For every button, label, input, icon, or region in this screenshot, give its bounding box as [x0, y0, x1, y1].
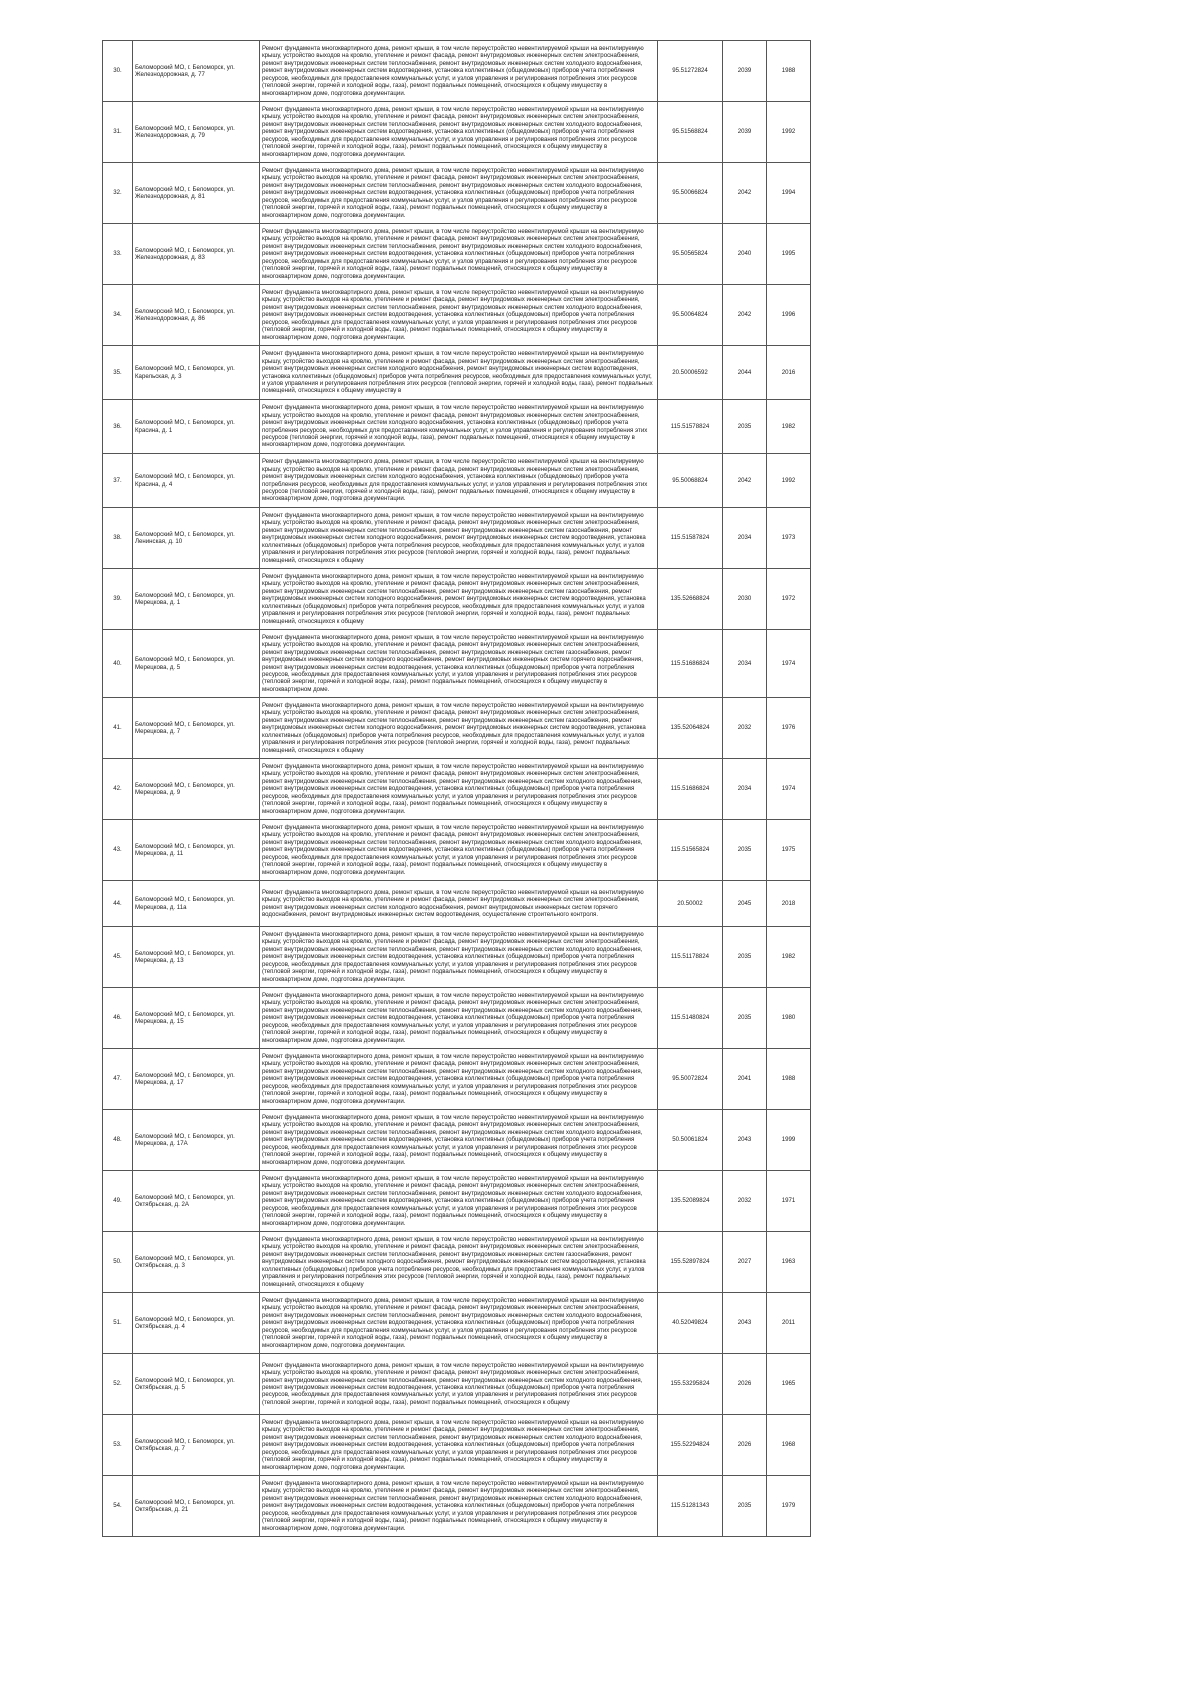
- table-row: [103, 881, 811, 927]
- repair-works: [260, 988, 658, 1049]
- repair-works: [260, 1049, 658, 1110]
- construction-year: 1994: [767, 163, 811, 224]
- repair-works-text: Ремонт фундамента многоквартирного дома, ремонт крыши, в том числе переустройство невентилируемой крыши на вентилируемую крышу, устройство выходов на кровлю, утепление и ремонт фасада, ремонт внутридомовых инженерных систем электроснабжения, ремонт внутридомовых инженерных систем теплоснабжения, ремонт внутридомовых инженерных систем холодного водоснабжения, ремонт внутридомовых инженерных систем водоотведения, установка коллективных (общедомовых) приборов учета потребления ресурсов, необходимых для предоставления коммунальных услуг, и узлов управления и регулирования потребления этих ресурсов (тепловой энергии, горячей и холодной воды, газа), ремонт подвальных помещений, относящихся к общему имуществу в многоквартирном доме, подготовка документации.: [262, 1114, 644, 1166]
- repair-works-text: Ремонт фундамента многоквартирного дома, ремонт крыши, в том числе переустройство невентилируемой крыши на вентилируемую крышу, устройство выходов на кровлю, утепление и ремонт фасада, ремонт внутридомовых инженерных систем электроснабжения, ремонт внутридомовых инженерных систем теплоснабжения, ремонт внутридомовых инженерных систем холодного водоснабжения, ремонт внутридомовых инженерных систем водоотведения, установка коллективных (общедомовых) приборов учета потребления ресурсов, необходимых для предоставления коммунальных услуг, и узлов управления и регулирования потребления этих ресурсов (тепловой энергии, горячей и холодной воды, газа), ремонт подвальных помещений, относящихся к общему имуществу в многоквартирном доме, подготовка документации.: [262, 1419, 644, 1471]
- capital-repair-table: [102, 40, 811, 1537]
- table-row: [103, 285, 811, 346]
- construction-year: 1995: [767, 224, 811, 285]
- table-row: [103, 1476, 811, 1537]
- table-row: [103, 820, 811, 881]
- row-number: 39.: [103, 569, 133, 630]
- row-number: 50.: [103, 1232, 133, 1293]
- house-address: Беломорский МО, г. Беломорск, ул. Мерецкова, д. 11: [133, 820, 260, 881]
- house-address: Беломорский МО, г. Беломорск, ул. Мерецкова, д. 15: [133, 988, 260, 1049]
- house-address: Беломорский МО, г. Беломорск, ул. Мерецкова, д. 9: [133, 759, 260, 820]
- repair-works-text: Ремонт фундамента многоквартирного дома, ремонт крыши, в том числе переустройство невентилируемой крыши на вентилируемую крышу, устройство выходов на кровлю, утепление и ремонт фасада, ремонт внутридомовых инженерных систем электроснабжения, ремонт внутридомовых инженерных систем теплоснабжения, ремонт внутридомовых инженерных систем газоснабжения, ремонт внутридомовых инженерных систем холодного водоснабжения, ремонт внутридомовых инженерных систем водоотведения, установка коллективных (общедомовых) приборов учета потребления ресурсов, необходимых для предоставления коммунальных услуг, и узлов управления и регулирования потребления этих ресурсов (тепловой энергии, горячей и холодной воды, газа), ремонт подвальных помещений, относящихся к общему: [262, 1236, 646, 1288]
- house-address: Беломорский МО, г. Беломорск, ул. Октябрьская, д. 4: [133, 1293, 260, 1354]
- repair-works: [260, 285, 658, 346]
- table-row: [103, 400, 811, 454]
- house-address: Беломорский МО, г. Беломорск, ул. Железнодорожная, д. 77: [133, 41, 260, 102]
- repair-works-text: Ремонт фундамента многоквартирного дома, ремонт крыши, в том числе переустройство невентилируемой крыши на вентилируемую крышу, устройство выходов на кровлю, утепление и ремонт фасада, ремонт внутридомовых инженерных систем электроснабжения, ремонт внутридомовых инженерных систем теплоснабжения, ремонт внутридомовых инженерных систем холодного водоснабжения, ремонт внутридомовых инженерных систем водоотведения, установка коллективных (общедомовых) приборов учета потребления ресурсов, необходимых для предоставления коммунальных услуг, и узлов управления и регулирования потребления этих ресурсов (тепловой энергии, горячей и холодной воды, газа), ремонт подвальных помещений, относящихся к общему: [262, 1361, 644, 1406]
- repair-works-text: Ремонт фундамента многоквартирного дома, ремонт крыши, в том числе переустройство невентилируемой крыши на вентилируемую крышу, устройство выходов на кровлю, утепление и ремонт фасада, ремонт внутридомовых инженерных систем электроснабжения, ремонт внутридомовых инженерных систем теплоснабжения, ремонт внутридомовых инженерных систем холодного водоснабжения, ремонт внутридомовых инженерных систем водоотведения, установка коллективных (общедомовых) приборов учета потребления ресурсов, необходимых для предоставления коммунальных услуг, и узлов управления и регулирования потребления этих ресурсов (тепловой энергии, горячей и холодной воды, газа), ремонт подвальных помещений, относящихся к общему имуществу в многоквартирном доме, подготовка документации.: [262, 1480, 644, 1532]
- repair-works-text: Ремонт фундамента многоквартирного дома, ремонт крыши, в том числе переустройство невентилируемой крыши на вентилируемую крышу, устройство выходов на кровлю, утепление и ремонт фасада, ремонт внутридомовых инженерных систем электроснабжения, ремонт внутридомовых инженерных систем теплоснабжения, ремонт внутридомовых инженерных систем холодного водоснабжения, ремонт внутридомовых инженерных систем водоотведения, установка коллективных (общедомовых) приборов учета потребления ресурсов, необходимых для предоставления коммунальных услуг, и узлов управления и регулирования потребления этих ресурсов (тепловой энергии, горячей и холодной воды, газа), ремонт подвальных помещений, относящихся к общему имуществу в многоквартирном доме, подготовка документации.: [262, 167, 644, 219]
- construction-year: 1982: [767, 400, 811, 454]
- planned-year: 2041: [723, 1049, 767, 1110]
- construction-year: 1971: [767, 1171, 811, 1232]
- construction-year: 2011: [767, 1293, 811, 1354]
- house-address: Беломорский МО, г. Беломорск, ул. Ленинская, д. 10: [133, 508, 260, 569]
- construction-year: 1973: [767, 508, 811, 569]
- house-address: Беломорский МО, г. Беломорск, ул. Красина, д. 4: [133, 454, 260, 508]
- repair-works-text: Ремонт фундамента многоквартирного дома, ремонт крыши, в том числе переустройство невентилируемой крыши на вентилируемую крышу, устройство выходов на кровлю, утепление и ремонт фасада, ремонт внутридомовых инженерных систем электроснабжения, ремонт внутридомовых инженерных систем теплоснабжения, ремонт внутридомовых инженерных систем холодного водоснабжения, ремонт внутридомовых инженерных систем водоотведения, установка коллективных (общедомовых) приборов учета потребления ресурсов, необходимых для предоставления коммунальных услуг, и узлов управления и регулирования потребления этих ресурсов (тепловой энергии, горячей и холодной воды, газа), ремонт подвальных помещений, относящихся к общему имуществу в многоквартирном доме, подготовка документации.: [262, 228, 644, 280]
- repair-works: [260, 1171, 658, 1232]
- house-address: Беломорский МО, г. Беломорск, ул. Мерецкова, д. 17А: [133, 1110, 260, 1171]
- planned-year: 2035: [723, 400, 767, 454]
- repair-works-text: Ремонт фундамента многоквартирного дома, ремонт крыши, в том числе переустройство невентилируемой крыши на вентилируемую крышу, устройство выходов на кровлю, утепление и ремонт фасада, ремонт внутридомовых инженерных систем электроснабжения, ремонт внутридомовых инженерных систем теплоснабжения, ремонт внутридомовых инженерных систем холодного водоснабжения, ремонт внутридомовых инженерных систем водоотведения, установка коллективных (общедомовых) приборов учета потребления ресурсов, необходимых для предоставления коммунальных услуг, и узлов управления и регулирования потребления этих ресурсов (тепловой энергии, горячей и холодной воды, газа), ремонт подвальных помещений, относящихся к общему имуществу в многоквартирном доме, подготовка документации.: [262, 106, 644, 158]
- construction-year: 1992: [767, 102, 811, 163]
- planned-year: 2039: [723, 41, 767, 102]
- planned-year: 2043: [723, 1293, 767, 1354]
- area-value: 50.50061824: [658, 1110, 723, 1171]
- repair-works: [260, 1232, 658, 1293]
- row-number: 53.: [103, 1415, 133, 1476]
- construction-year: 1976: [767, 698, 811, 759]
- table-row: [103, 508, 811, 569]
- planned-year: 2034: [723, 759, 767, 820]
- table-row: [103, 1354, 811, 1415]
- construction-year: 1972: [767, 569, 811, 630]
- area-value: 115.51281343: [658, 1476, 723, 1537]
- construction-year: 1974: [767, 759, 811, 820]
- house-address: Беломорский МО, г. Беломорск, ул. Октябрьская, д. 2А: [133, 1171, 260, 1232]
- repair-works-text: Ремонт фундамента многоквартирного дома, ремонт крыши, в том числе переустройство невентилируемой крыши на вентилируемую крышу, устройство выходов на кровлю, утепление и ремонт фасада, ремонт внутридомовых инженерных систем электроснабжения, ремонт внутридомовых инженерных систем теплоснабжения, ремонт внутридомовых инженерных систем холодного водоснабжения, ремонт внутридомовых инженерных систем водоотведения, установка коллективных (общедомовых) приборов учета потребления ресурсов, необходимых для предоставления коммунальных услуг, и узлов управления и регулирования потребления этих ресурсов (тепловой энергии, горячей и холодной воды, газа), ремонт подвальных помещений, относящихся к общему имуществу в многоквартирном доме, подготовка документации.: [262, 1175, 644, 1227]
- construction-year: 1982: [767, 927, 811, 988]
- table-row: [103, 1415, 811, 1476]
- row-number: 38.: [103, 508, 133, 569]
- construction-year: 1988: [767, 41, 811, 102]
- house-address: Беломорский МО, г. Беломорск, ул. Октябрьская, д. 5: [133, 1354, 260, 1415]
- row-number: 45.: [103, 927, 133, 988]
- construction-year: 1988: [767, 1049, 811, 1110]
- repair-works: [260, 820, 658, 881]
- construction-year: 1996: [767, 285, 811, 346]
- row-number: 33.: [103, 224, 133, 285]
- repair-works: [260, 163, 658, 224]
- table-row: [103, 454, 811, 508]
- construction-year: 1963: [767, 1232, 811, 1293]
- row-number: 51.: [103, 1293, 133, 1354]
- repair-works: [260, 881, 658, 927]
- repair-works-text: Ремонт фундамента многоквартирного дома, ремонт крыши, в том числе переустройство невентилируемой крыши на вентилируемую крышу, устройство выходов на кровлю, утепление и ремонт фасада, ремонт внутридомовых инженерных систем электроснабжения, ремонт внутридомовых инженерных систем теплоснабжения, ремонт внутридомовых инженерных систем холодного водоснабжения, ремонт внутридомовых инженерных систем водоотведения, установка коллективных (общедомовых) приборов учета потребления ресурсов, необходимых для предоставления коммунальных услуг, и узлов управления и регулирования потребления этих ресурсов (тепловой энергии, горячей и холодной воды, газа), ремонт подвальных помещений, относящихся к общему имуществу в многоквартирном доме, подготовка документации.: [262, 289, 644, 341]
- table-row: [103, 224, 811, 285]
- area-value: 95.50066824: [658, 163, 723, 224]
- repair-works: [260, 759, 658, 820]
- area-value: 95.50072824: [658, 1049, 723, 1110]
- construction-year: 2018: [767, 881, 811, 927]
- area-value: 155.52294824: [658, 1415, 723, 1476]
- repair-works: [260, 102, 658, 163]
- planned-year: 2035: [723, 820, 767, 881]
- planned-year: 2035: [723, 988, 767, 1049]
- construction-year: 1999: [767, 1110, 811, 1171]
- area-value: 155.53295824: [658, 1354, 723, 1415]
- planned-year: 2042: [723, 285, 767, 346]
- repair-works-text: Ремонт фундамента многоквартирного дома, ремонт крыши, в том числе переустройство невентилируемой крыши на вентилируемую крышу, устройство выходов на кровлю, утепление и ремонт фасада, ремонт внутридомовых инженерных систем электроснабжения, ремонт внутридомовых инженерных систем холодного водоснабжения, установка коллективных (общедомовых) приборов учета потребления ресурсов, необходимых для предоставления коммунальных услуг, и узлов управления и регулирования потребления этих ресурсов (тепловой энергии, горячей и холодной воды, газа), ремонт подвальных помещений, относящихся к общему имуществу в многоквартирном доме, подготовка документации.: [262, 404, 648, 449]
- house-address: Беломорский МО, г. Беломорск, ул. Карельская, д. 3: [133, 346, 260, 400]
- repair-works: [260, 1110, 658, 1171]
- row-number: 47.: [103, 1049, 133, 1110]
- construction-year: 1974: [767, 630, 811, 698]
- table-row: [103, 759, 811, 820]
- table-row: [103, 346, 811, 400]
- house-address: Беломорский МО, г. Беломорск, ул. Железнодорожная, д. 81: [133, 163, 260, 224]
- repair-works: [260, 698, 658, 759]
- repair-works-text: Ремонт фундамента многоквартирного дома, ремонт крыши, в том числе переустройство невентилируемой крыши на вентилируемую крышу, устройство выходов на кровлю, утепление и ремонт фасада, ремонт внутридомовых инженерных систем электроснабжения, ремонт внутридомовых инженерных систем теплоснабжения, ремонт внутридомовых инженерных систем газоснабжения, ремонт внутридомовых инженерных систем холодного водоснабжения, ремонт внутридомовых инженерных систем водоотведения, установка коллективных (общедомовых) приборов учета потребления ресурсов, необходимых для предоставления коммунальных услуг, и узлов управления и регулирования потребления этих ресурсов (тепловой энергии, горячей и холодной воды, газа), ремонт подвальных помещений, относящихся к общему: [262, 512, 646, 564]
- repair-works: [260, 1293, 658, 1354]
- house-address: Беломорский МО, г. Беломорск, ул. Мерецкова, д. 11а: [133, 881, 260, 927]
- planned-year: 2026: [723, 1415, 767, 1476]
- area-value: 20.50006592: [658, 346, 723, 400]
- planned-year: 2042: [723, 163, 767, 224]
- planned-year: 2034: [723, 630, 767, 698]
- planned-year: 2044: [723, 346, 767, 400]
- construction-year: 1992: [767, 454, 811, 508]
- construction-year: 2016: [767, 346, 811, 400]
- row-number: 54.: [103, 1476, 133, 1537]
- area-value: 115.51587824: [658, 508, 723, 569]
- table-row: [103, 927, 811, 988]
- planned-year: 2040: [723, 224, 767, 285]
- area-value: 95.51568824: [658, 102, 723, 163]
- table-row: [103, 1049, 811, 1110]
- repair-works-text: Ремонт фундамента многоквартирного дома, ремонт крыши, в том числе переустройство невентилируемой крыши на вентилируемую крышу, устройство выходов на кровлю, утепление и ремонт фасада, ремонт внутридомовых инженерных систем электроснабжения, ремонт внутридомовых инженерных систем теплоснабжения, ремонт внутридомовых инженерных систем холодного водоснабжения, ремонт внутридомовых инженерных систем водоотведения, установка коллективных (общедомовых) приборов учета потребления ресурсов, необходимых для предоставления коммунальных услуг, и узлов управления и регулирования потребления этих ресурсов (тепловой энергии, горячей и холодной воды, газа), ремонт подвальных помещений, относящихся к общему имуществу в многоквартирном доме, подготовка документации.: [262, 992, 644, 1044]
- planned-year: 2042: [723, 454, 767, 508]
- repair-works: [260, 41, 658, 102]
- row-number: 34.: [103, 285, 133, 346]
- repair-works-text: Ремонт фундамента многоквартирного дома, ремонт крыши, в том числе переустройство невентилируемой крыши на вентилируемую крышу, устройство выходов на кровлю, утепление и ремонт фасада, ремонт внутридомовых инженерных систем электроснабжения, ремонт внутридомовых инженерных систем теплоснабжения, ремонт внутридомовых инженерных систем холодного водоснабжения, ремонт внутридомовых инженерных систем водоотведения, установка коллективных (общедомовых) приборов учета потребления ресурсов, необходимых для предоставления коммунальных услуг, и узлов управления и регулирования потребления этих ресурсов (тепловой энергии, горячей и холодной воды, газа), ремонт подвальных помещений, относящихся к общему имуществу в многоквартирном доме, подготовка документации.: [262, 763, 644, 815]
- area-value: 95.50064824: [658, 285, 723, 346]
- area-value: 135.52089824: [658, 1171, 723, 1232]
- row-number: 49.: [103, 1171, 133, 1232]
- row-number: 30.: [103, 41, 133, 102]
- table-row: [103, 1293, 811, 1354]
- row-number: 52.: [103, 1354, 133, 1415]
- repair-works: [260, 927, 658, 988]
- repair-works: [260, 1415, 658, 1476]
- row-number: 46.: [103, 988, 133, 1049]
- row-number: 31.: [103, 102, 133, 163]
- repair-works: [260, 630, 658, 698]
- repair-works: [260, 224, 658, 285]
- construction-year: 1968: [767, 1415, 811, 1476]
- row-number: 32.: [103, 163, 133, 224]
- planned-year: 2039: [723, 102, 767, 163]
- planned-year: 2034: [723, 508, 767, 569]
- construction-year: 1980: [767, 988, 811, 1049]
- row-number: 40.: [103, 630, 133, 698]
- repair-works: [260, 400, 658, 454]
- area-value: 115.51686824: [658, 759, 723, 820]
- planned-year: 2045: [723, 881, 767, 927]
- repair-works-text: Ремонт фундамента многоквартирного дома, ремонт крыши, в том числе переустройство невентилируемой крыши на вентилируемую крышу, устройство выходов на кровлю, утепление и ремонт фасада, ремонт внутридомовых инженерных систем электроснабжения, ремонт внутридомовых инженерных систем холодного водоснабжения, ремонт внутридомовых инженерных систем водоотведения, установка коллективных (общедомовых) приборов учета потребления ресурсов, необходимых для предоставления коммунальных услуг, и узлов управления и регулирования потребления этих ресурсов (тепловой энергии, горячей и холодной воды, газа), ремонт подвальных помещений, относящихся к общему имуществу в: [262, 350, 653, 395]
- program-table-page: [102, 40, 810, 1537]
- row-number: 48.: [103, 1110, 133, 1171]
- repair-works: [260, 346, 658, 400]
- planned-year: 2032: [723, 698, 767, 759]
- row-number: 36.: [103, 400, 133, 454]
- house-address: Беломорский МО, г. Беломорск, ул. Мерецкова, д. 7: [133, 698, 260, 759]
- house-address: Беломорский МО, г. Беломорск, ул. Железнодорожная, д. 79: [133, 102, 260, 163]
- repair-works: [260, 508, 658, 569]
- area-value: 155.52897824: [658, 1232, 723, 1293]
- row-number: 43.: [103, 820, 133, 881]
- table-row: [103, 102, 811, 163]
- repair-works-text: Ремонт фундамента многоквартирного дома, ремонт крыши, в том числе переустройство невентилируемой крыши на вентилируемую крышу, устройство выходов на кровлю, утепление и ремонт фасада, ремонт внутридомовых инженерных систем электроснабжения, ремонт внутридомовых инженерных систем холодного водоснабжения, ремонт внутридомовых инженерных систем горячего водоснабжения, ремонт внутридомовых инженерных систем водоотведения, осуществление строительного контроля.: [262, 888, 644, 918]
- repair-works-text: Ремонт фундамента многоквартирного дома, ремонт крыши, в том числе переустройство невентилируемой крыши на вентилируемую крышу, устройство выходов на кровлю, утепление и ремонт фасада, ремонт внутридомовых инженерных систем электроснабжения, ремонт внутридомовых инженерных систем холодного водоснабжения, установка коллективных (общедомовых) приборов учета потребления ресурсов, необходимых для предоставления коммунальных услуг, и узлов управления и регулирования потребления этих ресурсов (тепловой энергии, горячей и холодной воды, газа), ремонт подвальных помещений, относящихся к общему имуществу в многоквартирном доме, подготовка документации.: [262, 458, 648, 503]
- house-address: Беломорский МО, г. Беломорск, ул. Железнодорожная, д. 83: [133, 224, 260, 285]
- row-number: 42.: [103, 759, 133, 820]
- repair-works-text: Ремонт фундамента многоквартирного дома, ремонт крыши, в том числе переустройство невентилируемой крыши на вентилируемую крышу, устройство выходов на кровлю, утепление и ремонт фасада, ремонт внутридомовых инженерных систем электроснабжения, ремонт внутридомовых инженерных систем теплоснабжения, ремонт внутридомовых инженерных систем газоснабжения, ремонт внутридомовых инженерных систем холодного водоснабжения, ремонт внутридомовых инженерных систем горячего водоснабжения, ремонт внутридомовых инженерных систем водоотведения, установка коллективных (общедомовых) приборов учета потребления ресурсов, необходимых для предоставления коммунальных услуг, и узлов управления и регулирования потребления этих ресурсов (тепловой энергии, горячей и холодной воды, газа), ремонт подвальных помещений, относящихся к общему имуществу в многоквартирном доме.: [262, 633, 644, 693]
- table-row: [103, 698, 811, 759]
- area-value: 40.52049824: [658, 1293, 723, 1354]
- area-value: 95.50068824: [658, 454, 723, 508]
- table-row: [103, 630, 811, 698]
- repair-works: [260, 1354, 658, 1415]
- house-address: Беломорский МО, г. Беломорск, ул. Октябрьская, д. 3: [133, 1232, 260, 1293]
- area-value: 95.51272824: [658, 41, 723, 102]
- planned-year: 2043: [723, 1110, 767, 1171]
- repair-works-text: Ремонт фундамента многоквартирного дома, ремонт крыши, в том числе переустройство невентилируемой крыши на вентилируемую крышу, устройство выходов на кровлю, утепление и ремонт фасада, ремонт внутридомовых инженерных систем электроснабжения, ремонт внутридомовых инженерных систем теплоснабжения, ремонт внутридомовых инженерных систем холодного водоснабжения, ремонт внутридомовых инженерных систем водоотведения, установка коллективных (общедомовых) приборов учета потребления ресурсов, необходимых для предоставления коммунальных услуг, и узлов управления и регулирования потребления этих ресурсов (тепловой энергии, горячей и холодной воды, газа), ремонт подвальных помещений, относящихся к общему имуществу в многоквартирном доме, подготовка документации.: [262, 824, 644, 876]
- construction-year: 1975: [767, 820, 811, 881]
- area-value: 135.52064824: [658, 698, 723, 759]
- house-address: Беломорский МО, г. Беломорск, ул. Мерецкова, д. 17: [133, 1049, 260, 1110]
- repair-works: [260, 454, 658, 508]
- construction-year: 1965: [767, 1354, 811, 1415]
- planned-year: 2032: [723, 1171, 767, 1232]
- planned-year: 2035: [723, 927, 767, 988]
- repair-works-text: Ремонт фундамента многоквартирного дома, ремонт крыши, в том числе переустройство невентилируемой крыши на вентилируемую крышу, устройство выходов на кровлю, утепление и ремонт фасада, ремонт внутридомовых инженерных систем электроснабжения, ремонт внутридомовых инженерных систем теплоснабжения, ремонт внутридомовых инженерных систем газоснабжения, ремонт внутридомовых инженерных систем холодного водоснабжения, ремонт внутридомовых инженерных систем водоотведения, установка коллективных (общедомовых) приборов учета потребления ресурсов, необходимых для предоставления коммунальных услуг, и узлов управления и регулирования потребления этих ресурсов (тепловой энергии, горячей и холодной воды, газа), ремонт подвальных помещений, относящихся к общему: [262, 573, 646, 625]
- house-address: Беломорский МО, г. Беломорск, ул. Мерецкова, д. 1: [133, 569, 260, 630]
- repair-works-text: Ремонт фундамента многоквартирного дома, ремонт крыши, в том числе переустройство невентилируемой крыши на вентилируемую крышу, устройство выходов на кровлю, утепление и ремонт фасада, ремонт внутридомовых инженерных систем электроснабжения, ремонт внутридомовых инженерных систем теплоснабжения, ремонт внутридомовых инженерных систем холодного водоснабжения, ремонт внутридомовых инженерных систем водоотведения, установка коллективных (общедомовых) приборов учета потребления ресурсов, необходимых для предоставления коммунальных услуг, и узлов управления и регулирования потребления этих ресурсов (тепловой энергии, горячей и холодной воды, газа), ремонт подвальных помещений, относящихся к общему имуществу в многоквартирном доме, подготовка документации.: [262, 45, 644, 97]
- house-address: Беломорский МО, г. Беломорск, ул. Мерецкова, д. 5: [133, 630, 260, 698]
- construction-year: 1979: [767, 1476, 811, 1537]
- table-body: [103, 41, 811, 1537]
- area-value: 115.51480824: [658, 988, 723, 1049]
- area-value: 115.51178824: [658, 927, 723, 988]
- row-number: 35.: [103, 346, 133, 400]
- planned-year: 2027: [723, 1232, 767, 1293]
- area-value: 20.50002: [658, 881, 723, 927]
- repair-works: [260, 1476, 658, 1537]
- table-row: [103, 1110, 811, 1171]
- area-value: 115.51578824: [658, 400, 723, 454]
- area-value: 115.51686824: [658, 630, 723, 698]
- area-value: 115.51565824: [658, 820, 723, 881]
- repair-works-text: Ремонт фундамента многоквартирного дома, ремонт крыши, в том числе переустройство невентилируемой крыши на вентилируемую крышу, устройство выходов на кровлю, утепление и ремонт фасада, ремонт внутридомовых инженерных систем электроснабжения, ремонт внутридомовых инженерных систем теплоснабжения, ремонт внутридомовых инженерных систем холодного водоснабжения, ремонт внутридомовых инженерных систем водоотведения, установка коллективных (общедомовых) приборов учета потребления ресурсов, необходимых для предоставления коммунальных услуг, и узлов управления и регулирования потребления этих ресурсов (тепловой энергии, горячей и холодной воды, газа), ремонт подвальных помещений, относящихся к общему имуществу в многоквартирном доме, подготовка документации.: [262, 931, 644, 983]
- row-number: 41.: [103, 698, 133, 759]
- house-address: Беломорский МО, г. Беломорск, ул. Железнодорожная, д. 86: [133, 285, 260, 346]
- table-row: [103, 569, 811, 630]
- house-address: Беломорский МО, г. Беломорск, ул. Октябрьская, д. 7: [133, 1415, 260, 1476]
- repair-works-text: Ремонт фундамента многоквартирного дома, ремонт крыши, в том числе переустройство невентилируемой крыши на вентилируемую крышу, устройство выходов на кровлю, утепление и ремонт фасада, ремонт внутридомовых инженерных систем электроснабжения, ремонт внутридомовых инженерных систем теплоснабжения, ремонт внутридомовых инженерных систем холодного водоснабжения, ремонт внутридомовых инженерных систем водоотведения, установка коллективных (общедомовых) приборов учета потребления ресурсов, необходимых для предоставления коммунальных услуг, и узлов управления и регулирования потребления этих ресурсов (тепловой энергии, горячей и холодной воды, газа), ремонт подвальных помещений, относящихся к общему имуществу в многоквартирном доме, подготовка документации.: [262, 1053, 644, 1105]
- row-number: 44.: [103, 881, 133, 927]
- planned-year: 2030: [723, 569, 767, 630]
- house-address: Беломорский МО, г. Беломорск, ул. Красина, д. 1: [133, 400, 260, 454]
- planned-year: 2035: [723, 1476, 767, 1537]
- table-row: [103, 163, 811, 224]
- house-address: Беломорский МО, г. Беломорск, ул. Октябрьская, д. 21: [133, 1476, 260, 1537]
- house-address: Беломорский МО, г. Беломорск, ул. Мерецкова, д. 13: [133, 927, 260, 988]
- area-value: 135.52668824: [658, 569, 723, 630]
- table-row: [103, 1232, 811, 1293]
- repair-works: [260, 569, 658, 630]
- table-row: [103, 1171, 811, 1232]
- table-row: [103, 988, 811, 1049]
- row-number: 37.: [103, 454, 133, 508]
- planned-year: 2026: [723, 1354, 767, 1415]
- area-value: 95.50565824: [658, 224, 723, 285]
- repair-works-text: Ремонт фундамента многоквартирного дома, ремонт крыши, в том числе переустройство невентилируемой крыши на вентилируемую крышу, устройство выходов на кровлю, утепление и ремонт фасада, ремонт внутридомовых инженерных систем электроснабжения, ремонт внутридомовых инженерных систем теплоснабжения, ремонт внутридомовых инженерных систем газоснабжения, ремонт внутридомовых инженерных систем холодного водоснабжения, ремонт внутридомовых инженерных систем водоотведения, установка коллективных (общедомовых) приборов учета потребления ресурсов, необходимых для предоставления коммунальных услуг, и узлов управления и регулирования потребления этих ресурсов (тепловой энергии, горячей и холодной воды, газа), ремонт подвальных помещений, относящихся к общему: [262, 702, 646, 754]
- repair-works-text: Ремонт фундамента многоквартирного дома, ремонт крыши, в том числе переустройство невентилируемой крыши на вентилируемую крышу, устройство выходов на кровлю, утепление и ремонт фасада, ремонт внутридомовых инженерных систем электроснабжения, ремонт внутридомовых инженерных систем теплоснабжения, ремонт внутридомовых инженерных систем холодного водоснабжения, ремонт внутридомовых инженерных систем водоотведения, установка коллективных (общедомовых) приборов учета потребления ресурсов, необходимых для предоставления коммунальных услуг, и узлов управления и регулирования потребления этих ресурсов (тепловой энергии, горячей и холодной воды, газа), ремонт подвальных помещений, относящихся к общему имуществу в многоквартирном доме, подготовка документации.: [262, 1297, 644, 1349]
- table-row: [103, 41, 811, 102]
